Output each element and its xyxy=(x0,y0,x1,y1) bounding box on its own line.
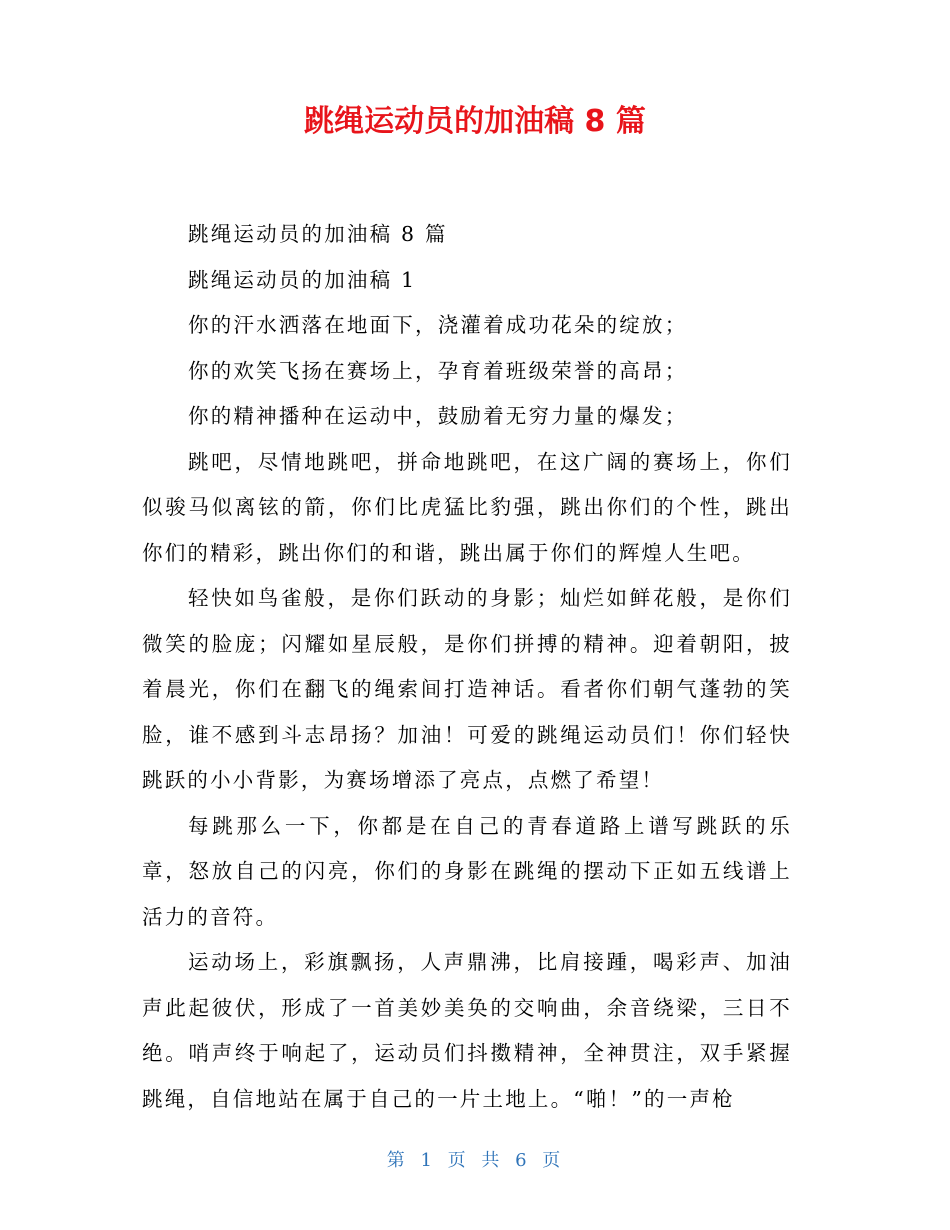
document-title: 跳绳运动员的加油稿 8 篇 xyxy=(304,104,646,139)
paragraph-line-spirit: 你的精神播种在运动中，鼓励着无穷力量的爆发； xyxy=(188,404,688,428)
document-body xyxy=(142,212,792,1122)
paragraph-subtitle: 跳绳运动员的加油稿 8 篇 xyxy=(188,222,448,246)
paragraph-section-heading: 跳绳运动员的加油稿 1 xyxy=(188,267,417,292)
paragraph-jump: 跳吧，尽情地跳吧，拼命地跳吧，在这广阔的赛场上，你们似骏马似离铉的箭，你们比虎猛比豹强，跳出你们的个性，跳出你们的精彩，跳出你们的和谐，跳出属于你们的辉煌人生吧。 xyxy=(142,449,792,565)
paragraph-bird: 轻快如鸟雀般，是你们跃动的身影；灿烂如鲜花般，是你们微笑的脸庞；闪耀如星辰般，是你们拼搏的精神。迎着朝阳，披着晨光，你们在翻飞的绳索间打造神话。看者你们朝气蓬勃的笑脸，谁不感到斗志昂扬？加油！可爱的跳绳运动员们！你们轻快跳跃的小小背影，为赛场增添了亮点，点燃了希望！ xyxy=(142,586,792,792)
paragraph-line-sweat: 你的汗水洒落在地面下，浇灌着成功花朵的绽放； xyxy=(188,313,688,337)
page-number-footer: 第 1 页 共 6 页 xyxy=(386,1150,564,1171)
paragraph-sports-field: 运动场上，彩旗飘扬，人声鼎沸，比肩接踵，喝彩声、加油声此起彼伏，形成了一首美妙美奂的交响曲，余音绕梁，三日不绝。哨声终于响起了，运动员们抖擞精神，全神贯注，双手紧握跳绳，自信地站在属于自己的一片土地上。“啪！”的一声枪 xyxy=(142,950,792,1111)
paragraph-every-jump: 每跳那么一下，你都是在自己的青春道路上谱写跳跃的乐章，怒放自己的闪亮，你们的身影在跳绳的摆动下正如五线谱上活力的音符。 xyxy=(142,813,792,929)
paragraph-line-laughter: 你的欢笑飞扬在赛场上，孕育着班级荣誉的高昂； xyxy=(188,358,688,383)
